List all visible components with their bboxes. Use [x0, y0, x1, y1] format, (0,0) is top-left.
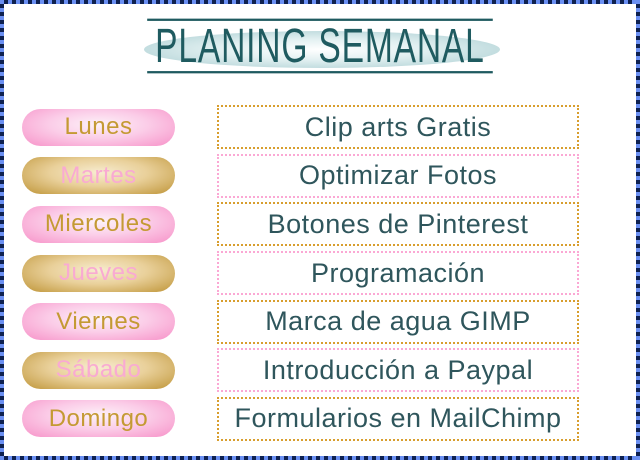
- day-pill: [22, 109, 175, 146]
- frame-border-top: [0, 0, 640, 4]
- day-label: Sábado: [55, 356, 142, 384]
- day-label: Martes: [60, 161, 137, 189]
- task-label: Clip arts Gratis: [304, 111, 492, 142]
- task-label: Formularios en MailChimp: [234, 403, 562, 434]
- task-label: Marca de agua GIMP: [265, 306, 531, 337]
- schedule-row: [0, 152, 640, 201]
- task-box: [217, 154, 579, 198]
- day-pill: [22, 400, 175, 437]
- day-label: Viernes: [56, 307, 141, 335]
- schedule-rows: [0, 103, 640, 443]
- task-box: [217, 202, 579, 246]
- page-title: PLANING SEMANAL: [147, 19, 492, 74]
- schedule-row: [0, 346, 640, 395]
- day-pill: [22, 255, 175, 292]
- task-label: Botones de Pinterest: [267, 208, 529, 239]
- day-label: Lunes: [64, 113, 133, 141]
- day-label: Domingo: [48, 404, 149, 432]
- day-label: Jueves: [58, 259, 139, 287]
- task-label: Optimizar Fotos: [298, 160, 498, 191]
- day-pill: [22, 352, 175, 389]
- title-banner: [0, 18, 640, 73]
- frame-border-bottom: [0, 456, 640, 460]
- task-label: Introducción a Paypal: [262, 354, 534, 385]
- day-pill: [22, 157, 175, 194]
- schedule-row: [0, 200, 640, 249]
- task-box: [217, 300, 579, 344]
- day-pill: [22, 206, 175, 243]
- task-box: [217, 251, 579, 295]
- schedule-row: [0, 103, 640, 152]
- schedule-row: [0, 297, 640, 346]
- task-box: [217, 397, 579, 441]
- day-pill: [22, 303, 175, 340]
- task-label: Programación: [310, 257, 486, 288]
- day-label: Miercoles: [44, 210, 153, 238]
- task-box: [217, 105, 579, 149]
- task-box: [217, 348, 579, 392]
- schedule-row: [0, 395, 640, 444]
- schedule-row: [0, 249, 640, 298]
